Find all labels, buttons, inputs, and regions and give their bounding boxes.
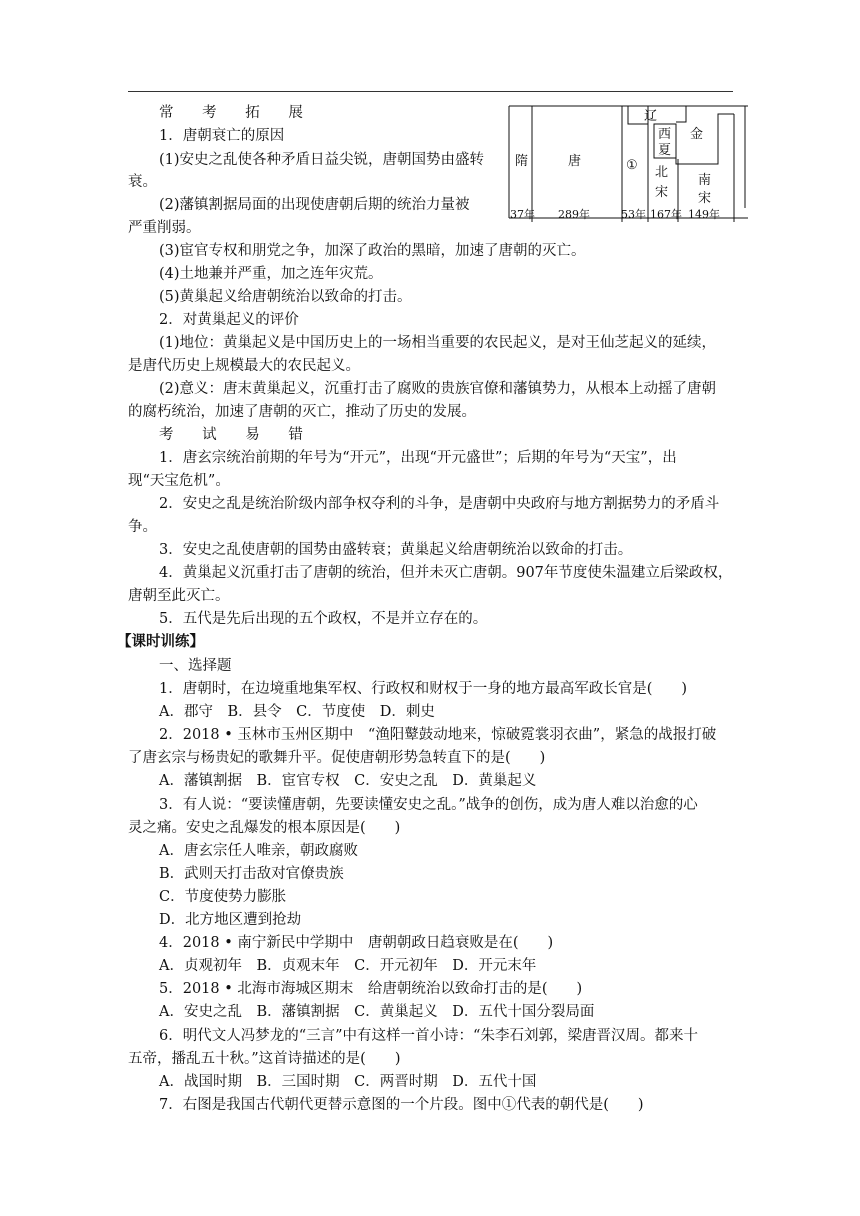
question-2-line-2: 了唐玄宗与杨贵妃的歌舞升平。促使唐朝形势急转直下的是( ) <box>128 750 546 766</box>
expand-title-1: 1．唐朝衰亡的原因 <box>159 128 285 144</box>
label-xi: 西 <box>658 127 672 142</box>
question-4: 4．2018 • 南宁新民中学期中 唐朝朝政日趋衰败是在( ) <box>159 935 554 951</box>
choice-section-title: 一、选择题 <box>159 658 232 674</box>
evaluation-1-line-2: 是唐代历史上规模最大的农民起义。 <box>128 358 360 374</box>
reason-2-line-1: (2)藩镇割据局面的出现使唐朝后期的统治力量被 <box>159 197 470 213</box>
year-149: 149年 <box>688 208 720 221</box>
question-3-option-b: B．武则天打击敌对官僚贵族 <box>159 866 344 882</box>
label-nan-song: 宋 <box>698 191 712 206</box>
label-period-1: ① <box>626 158 638 173</box>
dynasty-timeline-diagram <box>508 104 748 226</box>
mistake-4-line-2: 唐朝至此灭亡。 <box>128 588 230 604</box>
question-3-option-a: A．唐玄宗任人唯亲，朝政腐败 <box>159 843 358 859</box>
question-7: 7．右图是我国古代朝代更替示意图的一个片段。图中①代表的朝代是( ) <box>159 1097 644 1113</box>
year-289: 289年 <box>558 208 590 221</box>
question-2-line-1: 2．2018 • 玉林市玉州区期中 “渔阳鼙鼓动地来，惊破霓裳羽衣曲”，紧急的战报打破 <box>159 727 717 743</box>
evaluation-2-line-2: 的腐朽统治，加速了唐朝的灭亡，推动了历史的发展。 <box>128 404 476 420</box>
label-sui: 隋 <box>515 154 529 169</box>
expand-title-2: 2．对黄巢起义的评价 <box>159 312 299 328</box>
year-53: 53年 <box>621 208 646 221</box>
section-heading-mistakes: 考 试 易 错 <box>159 427 315 443</box>
label-bei-song: 宋 <box>655 185 669 200</box>
question-5: 5．2018 • 北海市海城区期末 给唐朝统治以致命打击的是( ) <box>159 981 583 997</box>
label-tang: 唐 <box>568 154 582 169</box>
mistake-2-line-2: 争。 <box>128 519 157 535</box>
question-6-line-2: 五帝，播乱五十秋。”这首诗描述的是( ) <box>128 1051 401 1067</box>
mistake-1-line-2: 现“天宝危机”。 <box>128 473 230 489</box>
question-4-options: A．贞观初年 B．贞观末年 C．开元初年 D．开元末年 <box>159 958 537 974</box>
question-3-line-2: 灵之痛。安史之乱爆发的根本原因是( ) <box>128 820 401 836</box>
top-rule <box>128 91 733 92</box>
reason-2-line-2: 严重削弱。 <box>128 220 201 236</box>
question-6-line-1: 6．明代文人冯梦龙的“三言”中有这样一首小诗：“朱李石刘郭，梁唐晋汉周。都来十 <box>159 1028 698 1044</box>
training-header: 【课时训练】 <box>117 633 204 650</box>
question-1-options: A．郡守 B．县令 C．节度使 D．刺史 <box>159 704 435 720</box>
mistake-3: 3．安史之乱使唐朝的国势由盛转衰；黄巢起义给唐朝统治以致命的打击。 <box>159 542 633 558</box>
year-37: 37年 <box>510 208 535 221</box>
year-167: 167年 <box>650 208 682 221</box>
question-3-option-c: C．节度使势力膨胀 <box>159 889 287 905</box>
label-nan: 南 <box>698 173 712 188</box>
reason-3: (3)宦官专权和朋党之争，加深了政治的黑暗，加速了唐朝的灭亡。 <box>159 243 586 259</box>
reason-4: (4)土地兼并严重，加之连年灾荒。 <box>159 266 383 282</box>
mistake-5: 5．五代是先后出现的五个政权，不是并立存在的。 <box>159 611 488 627</box>
reason-1-line-2: 衰。 <box>128 174 157 190</box>
question-5-options: A．安史之乱 B．藩镇割据 C．黄巢起义 D．五代十国分裂局面 <box>159 1004 595 1020</box>
jin-top-left-edge <box>676 106 686 122</box>
label-bei: 北 <box>655 165 669 180</box>
mistake-4-line-1: 4．黄巢起义沉重打击了唐朝的统治，但并未灭亡唐朝。907年节度使朱温建立后梁政权， <box>159 565 733 581</box>
label-liao: 辽 <box>644 109 658 124</box>
evaluation-2-line-1: (2)意义：唐末黄巢起义，沉重打击了腐败的贵族官僚和藩镇势力，从根本上动摇了唐朝 <box>159 381 717 397</box>
label-jin: 金 <box>690 127 704 142</box>
section-heading-expand: 常 考 拓 展 <box>159 105 315 121</box>
reason-1-line-1: (1)安史之乱使各种矛盾日益尖锐，唐朝国势由盛转 <box>159 152 485 168</box>
question-6-options: A．战国时期 B．三国时期 C．两晋时期 D．五代十国 <box>159 1074 537 1090</box>
mistake-1-line-1: 1．唐玄宗统治前期的年号为“开元”，出现“开元盛世”；后期的年号为“天宝”，出 <box>159 450 677 466</box>
question-3-option-d: D．北方地区遭到抢劫 <box>159 912 302 928</box>
reason-5: (5)黄巢起义给唐朝统治以致命的打击。 <box>159 289 412 305</box>
evaluation-1-line-1: (1)地位：黄巢起义是中国历史上的一场相当重要的农民起义，是对王仙芝起义的延续， <box>159 335 717 351</box>
mistake-2-line-1: 2．安史之乱是统治阶级内部争权夺利的斗争，是唐朝中央政府与地方割据势力的矛盾斗 <box>159 496 720 512</box>
label-xia: 夏 <box>658 143 672 158</box>
question-2-options: A．藩镇割据 B．宦官专权 C．安史之乱 D．黄巢起义 <box>159 773 537 789</box>
question-3-line-1: 3．有人说：“要读懂唐朝，先要读懂安史之乱。”战争的创伤，成为唐人难以治愈的心 <box>159 797 698 813</box>
question-1: 1．唐朝时，在边境重地集军权、行政权和财权于一身的地方最高军政长官是( ) <box>159 681 688 697</box>
